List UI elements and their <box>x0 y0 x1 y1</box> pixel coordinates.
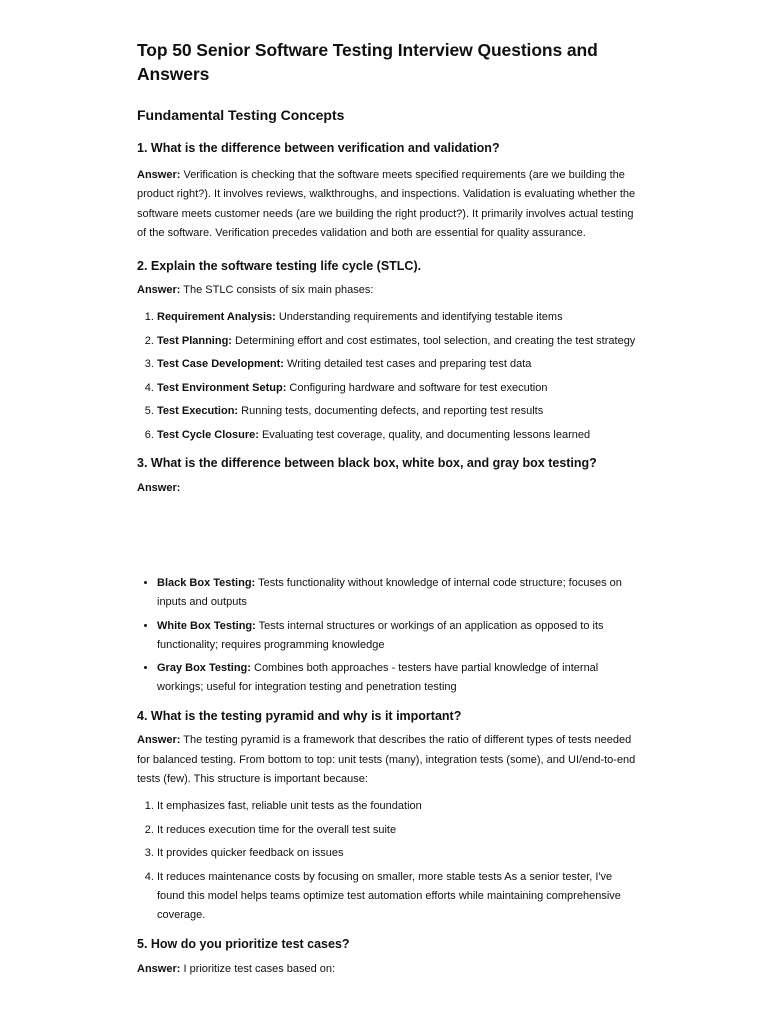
question-5-answer <box>137 960 637 979</box>
stlc-phase-list <box>137 308 637 445</box>
list-item <box>157 332 637 351</box>
list-item-term: Test Case Development: <box>157 358 284 371</box>
blank-space <box>137 498 637 574</box>
list-item <box>157 379 637 398</box>
list-item-term: White Box Testing: <box>157 619 256 632</box>
answer-label: Answer: <box>137 169 181 181</box>
question-4-answer <box>137 731 637 789</box>
document-title: Top 50 Senior Software Testing Interview Questions and Answers <box>137 40 598 84</box>
question-3-title: 3. What is the difference between black box, white box, and gray box testing? <box>137 455 597 470</box>
list-item-text: Tests functionality without knowledge of internal code structure; focuses on inputs and outputs <box>157 577 622 609</box>
question-1-title: 1. What is the difference between verification and validation? <box>137 141 500 155</box>
answer-text: The STLC consists of six main phases: <box>180 284 374 297</box>
list-item-term: Gray Box Testing: <box>157 662 251 675</box>
question-2-title: 2. Explain the software testing life cycle (STLC). <box>137 259 422 274</box>
question-5-title: 5. How do you prioritize test cases? <box>137 936 350 951</box>
list-item-text: Writing detailed test cases and preparing test data <box>283 358 532 371</box>
list-item-text: Configuring hardware and software for test execution <box>286 381 548 394</box>
list-item-term: Black Box Testing: <box>157 577 256 590</box>
list-item-text: Evaluating test coverage, quality, and documenting lessons learned <box>258 428 591 441</box>
list-item: 2. It reduces execution time for the overall test suite <box>157 821 637 840</box>
list-item <box>157 402 637 421</box>
list-item-text: Determining effort and cost estimates, tool selection, and creating the test strategy <box>231 334 636 347</box>
question-3-answer <box>137 479 637 498</box>
list-item: 3. It provides quicker feedback on issues <box>157 844 637 863</box>
list-item: 4. It reduces maintenance costs by focusing on smaller, more stable tests As a senior tester, I've found this model helps teams optimize test automation efforts while maintaining comprehensive coverage. <box>157 868 637 925</box>
list-item <box>157 574 637 612</box>
list-item <box>157 617 637 655</box>
answer-label: Answer: <box>137 481 181 494</box>
list-item-text: Combines both approaches - testers have partial knowledge of internal workings; useful for integration testing and penetration testing <box>157 662 599 694</box>
question-1-answer <box>137 166 637 243</box>
list-item-text: Tests internal structures or workings of an application as opposed to its functionality; requires programming knowledge <box>157 619 604 651</box>
answer-text: Verification is checking that the software meets specified requirements (are we building the product right?). It involves reviews, walkthroughs, and inspections. Validation is evaluating whether the software meets customer needs (are we building the right product?). It primarily involves actual testing of the software. Verification precedes validation and both are essential for quality assurance. <box>137 169 636 239</box>
list-item-term: Test Execution: <box>157 405 239 418</box>
list-item-term: Requirement Analysis: <box>157 311 276 324</box>
list-item-text: Running tests, documenting defects, and reporting test results <box>238 405 544 418</box>
answer-label: Answer: <box>137 734 181 747</box>
answer-text: The testing pyramid is a framework that describes the ratio of different types of tests needed for balanced testing. From bottom to top: unit tests (many), integration tests (some), and UI/end-to-end tests (few). This structure is important because: <box>137 734 636 785</box>
section-heading: Fundamental Testing Concepts <box>137 107 345 123</box>
answer-label: Answer: <box>137 284 181 297</box>
list-item: 1. It emphasizes fast, reliable unit tests as the foundation <box>157 797 637 816</box>
list-item <box>157 308 637 327</box>
list-item <box>157 426 637 445</box>
list-item-term: Test Planning: <box>157 334 232 347</box>
document-page <box>137 38 637 979</box>
list-item-term: Test Environment Setup: <box>157 381 287 394</box>
list-item <box>157 659 637 697</box>
question-4-title: 4. What is the testing pyramid and why is it important? <box>137 709 462 724</box>
list-item <box>157 355 637 374</box>
answer-text: I prioritize test cases based on: <box>180 962 336 975</box>
answer-label: Answer: <box>137 962 181 975</box>
question-2-answer <box>137 281 637 300</box>
pyramid-benefits-list <box>137 797 637 925</box>
list-item-term: Test Cycle Closure: <box>157 428 259 441</box>
testing-types-list <box>137 574 637 697</box>
list-item-text: Understanding requirements and identifying testable items <box>275 311 563 324</box>
